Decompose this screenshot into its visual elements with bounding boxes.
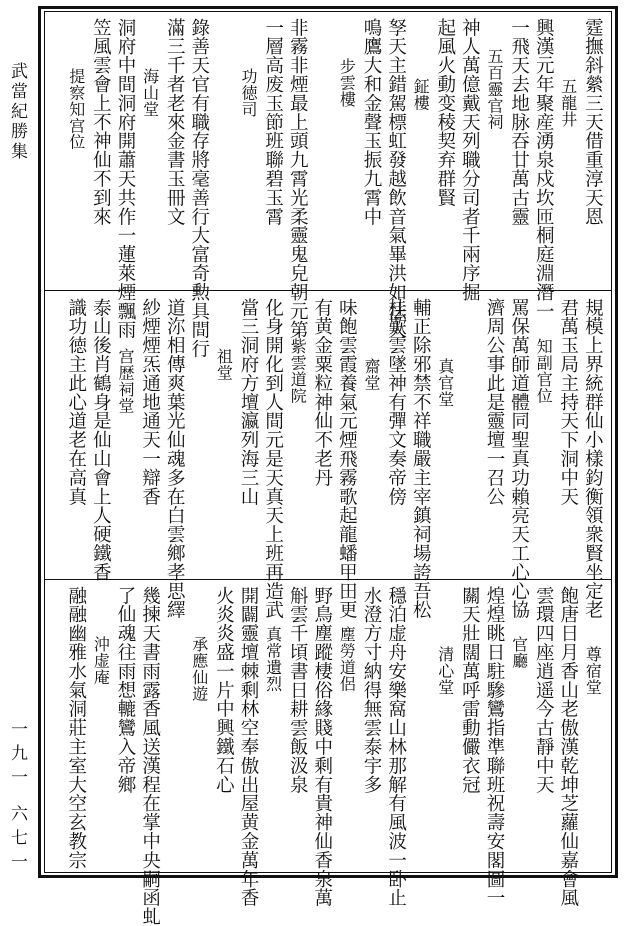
section-heading: 五百靈官祠	[485, 48, 504, 130]
verse-column: 罵保萬師道體同聖真功賴亮天工心心協	[508, 298, 530, 620]
section-heading: 五龍井	[558, 78, 578, 128]
verse-column: 規模上界統群仙小樣鈞衡領衆賢坐定老	[582, 298, 604, 620]
section-heading: 鉦樓	[411, 78, 431, 111]
verse-column: 味飽雲霞養氣元煙飛霧歌起龍蟠甲田更	[336, 298, 358, 620]
section-heading: 承應仙遊	[189, 636, 209, 702]
verse-column: 開闢靈壇棘剩林空奉傲出屋黄金萬年香	[238, 586, 259, 908]
verse-column: 水澄方寸納得無雲泰宇多	[361, 586, 382, 794]
verse-column: 有黄金粟粒神仙不老丹	[311, 298, 333, 487]
verse-column: 錄善天官有職存將毫善行大富奇勲具間行	[188, 18, 210, 359]
page-number: 一九一 六七一	[7, 720, 27, 877]
verse-column: 起風火動变稜契弃群賢	[434, 18, 456, 207]
verse-column: 道沵相傳爽葉光仙魂多在白雲鄉孝思繹	[164, 298, 186, 620]
verse-column: 泰山後肖鶴身是仙山會上人硬鐵香	[90, 298, 112, 582]
verse-column: 孥天主錯駕標虹發越飲音氣畢洪如法大	[385, 18, 407, 340]
section-heading: 尊宿堂	[583, 646, 603, 696]
verse-column: 君萬玉局主持天下洞中天	[557, 298, 579, 506]
verse-column: 穩泊虚舟安樂窩山林那解有風波一卧止	[385, 586, 407, 908]
section-heading: 真官堂	[435, 358, 455, 408]
section-heading: 祖堂	[214, 348, 234, 381]
section-heading: 知副官位	[534, 338, 554, 404]
verse-column: 滿三千者老來金書玉冊文	[164, 18, 186, 226]
section-heading: 塵勞道侶	[337, 626, 357, 692]
verse-column: 一層高废玉節班聯碧玉霄	[262, 18, 284, 226]
section-heading: 紫雲道院	[288, 338, 308, 404]
verse-column: 興漢元年聚産湧泉戍坎匝桐庭淵潛一	[533, 18, 555, 321]
verse-column: 關天壯闊萬呼雷動儼衣冠	[459, 586, 481, 794]
section-heading: 宫歴祠堂	[116, 348, 135, 414]
section-heading: 官廳	[509, 636, 529, 669]
section-heading: 齋堂	[362, 358, 381, 391]
verse-column: 識功徳主此心道老在高真	[65, 298, 87, 506]
verse-column: 霆撫斜縈三天借重淳天恩	[582, 18, 604, 226]
section-heading: 沖虚庵	[91, 636, 111, 686]
verse-column: 火炎炎盛一片中興鐵石心	[213, 586, 235, 794]
section-heading: 清心堂	[435, 646, 455, 696]
verse-column: 神人萬億戴天列職分司者千兩序掘	[459, 18, 481, 302]
section-heading: 真常遺烈	[263, 626, 283, 692]
verse-column: 笠風雲會上不神仙不到來	[90, 18, 112, 226]
verse-column: 紗煙煙炁通地通天一辯香	[139, 298, 161, 506]
text-block-lower	[50, 586, 606, 926]
verse-column: 融融幽雅水氣洞莊主室大空玄教宗	[65, 586, 87, 870]
verse-column: 洞府中間洞府開蕭天共作一蓮萊煙飄雨	[115, 18, 136, 340]
text-block-middle	[50, 298, 606, 620]
verse-column: 一飛天去地脉吞廿萬古靈	[508, 18, 530, 226]
verse-column: 非霧非煙最上頭九霄光柔靈鬼皃朝元第	[287, 18, 309, 340]
verse-column: 了仙魂往雨想轆鸞入帝鄉	[115, 586, 136, 794]
verse-column: 斛雲千頃書日耕雲飯汲泉	[287, 586, 309, 794]
collection-title: 武當紀勝集	[7, 62, 27, 162]
verse-column: 輔正除邪禁不祥職嚴主宰鎮祠場誇吾松	[410, 298, 432, 620]
verse-column: 野鳥塵蹤棲俗緣賤中剩有貴神仙香泉萬	[311, 586, 333, 908]
verse-column: 煌煌眺日駐驂鸞指準聯班祝壽安閣圖一	[484, 586, 505, 908]
verse-column: 桂歎雲墜神有彈文奏帝傍	[385, 298, 407, 506]
section-heading: 提察知宫位	[66, 68, 86, 150]
text-block-upper	[50, 18, 606, 359]
section-heading: 功徳司	[239, 68, 258, 118]
section-heading: 步雲樓	[337, 58, 357, 108]
section-heading: 海山堂	[140, 68, 160, 118]
verse-column: 幾揀天書雨露香風送漢程在掌中央嗣函虬	[139, 586, 161, 926]
verse-column: 化身開化到人間元是天真天上班再造武	[262, 298, 284, 620]
verse-column: 鳴鷹大和金聲玉振九霄中	[361, 18, 382, 226]
verse-column: 飽唐日月香山老傲漢乾坤芝蘿仙嘉會風	[557, 586, 579, 908]
verse-column: 濟周公事此是靈壇一召公	[484, 298, 505, 506]
verse-column: 雲環四座逍遥今古靜中天	[533, 586, 555, 794]
verse-column: 當三洞府方壇瀛列海三山	[238, 298, 259, 506]
